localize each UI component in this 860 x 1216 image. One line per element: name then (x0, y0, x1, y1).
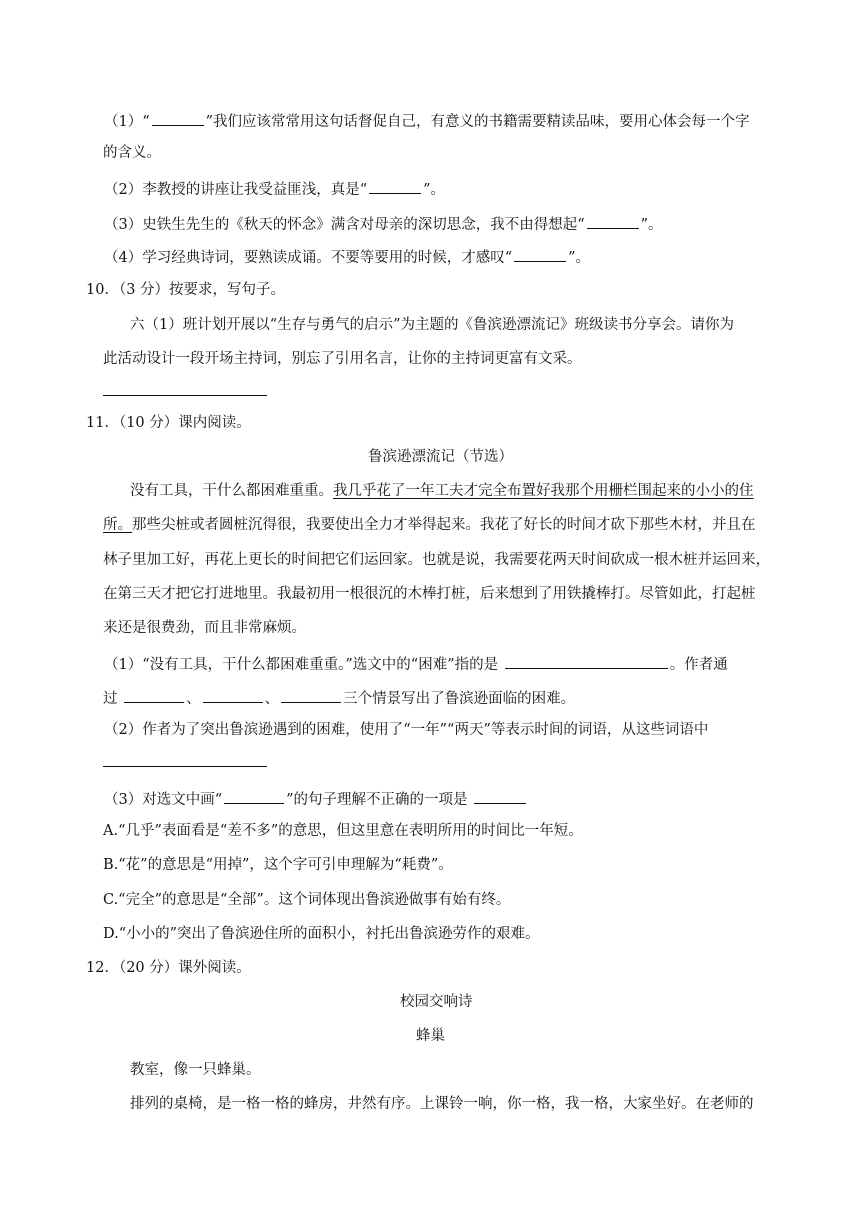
q10-heading: 10．（3 分）按要求，写句子。 (86, 282, 286, 298)
q12-paragraph-1: 教室，像一只蜂巢。 (130, 1062, 261, 1078)
underlined-sentence-end: 所。 (103, 517, 132, 533)
q12-paragraph-2: 排列的桌椅，是一格一格的蜂房，井然有序。上课铃一响，你一格，我一格，大家坐好。在老师的 (130, 1096, 754, 1112)
q12-section-title: 蜂巢 (416, 1028, 445, 1044)
answer-blank[interactable] (505, 655, 668, 669)
q11-item-3: （3）对选文中画“ ”的句子理解不正确的一项是 (104, 790, 528, 808)
q11-option-d: D.“小小的”突出了鲁滨逊住所的面积小，衬托出鲁滨逊劳作的艰难。 (103, 926, 540, 942)
q11-passage-line-1: 没有工具，干什么都困难重重。我几乎花了一年工夫才完全布置好我那个用栅栏围起来的小小的住 (130, 483, 754, 499)
answer-blank[interactable] (369, 180, 421, 194)
q11-option-a: A.“几乎”表面看是“差不多”的意思，但这里意在表明所用的时间比一年短。 (103, 823, 583, 839)
q11-heading: 11．（10 分）课内阅读。 (86, 415, 251, 431)
answer-blank[interactable] (514, 248, 566, 262)
answer-blank[interactable] (224, 790, 284, 804)
answer-blank[interactable] (203, 689, 263, 703)
q10-prompt-line-1: 六（1）班计划开展以“生存与勇气的启示”为主题的《鲁滨逊漂流记》班级读书分享会。请你为 (130, 317, 735, 333)
q10-prompt-line-2: 此活动设计一段开场主持词，别忘了引用名言，让你的主持词更富有文采。 (103, 351, 582, 367)
answer-blank[interactable] (587, 215, 639, 229)
q11-option-b: B.“花”的意思是“用掉”，这个字可引申理解为“耗费”。 (103, 857, 453, 873)
q12-poem-title: 校园交响诗 (400, 994, 473, 1010)
q12-heading: 12．（20 分）课外阅读。 (86, 960, 251, 976)
q9-item-3: （3）史铁生先生的《秋天的怀念》满含对母亲的深切思念，我不由得想起“ ”。 (104, 217, 663, 233)
q11-option-c: C.“完全”的意思是“全部”。这个词体现出鲁滨逊做事有始有终。 (103, 892, 511, 908)
q11-passage-line-3: 林子里加工好，再花上更长的时间把它们运回家。也就是说，我需要花两天时间砍成一根木桩并运回来， (103, 552, 770, 568)
q11-passage-line-4: 在第三天才把它打进地里。我最初用一根很沉的木棒打桩，后来想到了用铁撬棒打。尽管如此，打起桩 (103, 586, 756, 602)
q9-item-1-line-1: （1）“ ”我们应该常常用这句话督促自己，有意义的书籍需要精读品味，要用心体会每一个字 (104, 114, 750, 130)
q11-passage-title: 鲁滨逊漂流记（节选） (368, 449, 513, 465)
q9-item-2: （2）李教授的讲座让我受益匪浅，真是“ ”。 (104, 182, 446, 198)
q10-answer-line[interactable] (103, 395, 267, 396)
answer-blank[interactable] (152, 112, 204, 126)
q9-item-4: （4）学习经典诗词，要熟读成诵。不要等要用的时候，才感叹“ ”。 (104, 250, 591, 266)
q11-passage-line-5: 来还是很费劲，而且非常麻烦。 (103, 620, 306, 636)
q9-item-1-line-2: 的含义。 (103, 145, 161, 161)
q11-item-2: （2）作者为了突出鲁滨逊遇到的困难，使用了“一年”“两天”等表示时间的词语，从这些词语中 (104, 722, 709, 738)
underlined-sentence: 我几乎花了一年工夫才完全布置好我那个用栅栏围起来的小小的住 (333, 483, 754, 499)
q11-item-1-line-1: （1）“没有工具，干什么都困难重重。”选文中的“困难”指的是 。作者通 (104, 657, 728, 673)
q11-item-2-answer-line[interactable] (103, 766, 267, 767)
q11-passage-line-2: 所。那些尖桩或者圆桩沉得很，我要使出全力才举得起来。我花了好长的时间才砍下那些木材，并且在 (103, 517, 756, 533)
answer-blank[interactable] (281, 689, 341, 703)
q11-item-1-line-2: 过 、 、 三个情景写出了鲁滨逊面临的困难。 (103, 691, 576, 707)
answer-blank[interactable] (474, 790, 526, 804)
answer-blank[interactable] (124, 689, 184, 703)
